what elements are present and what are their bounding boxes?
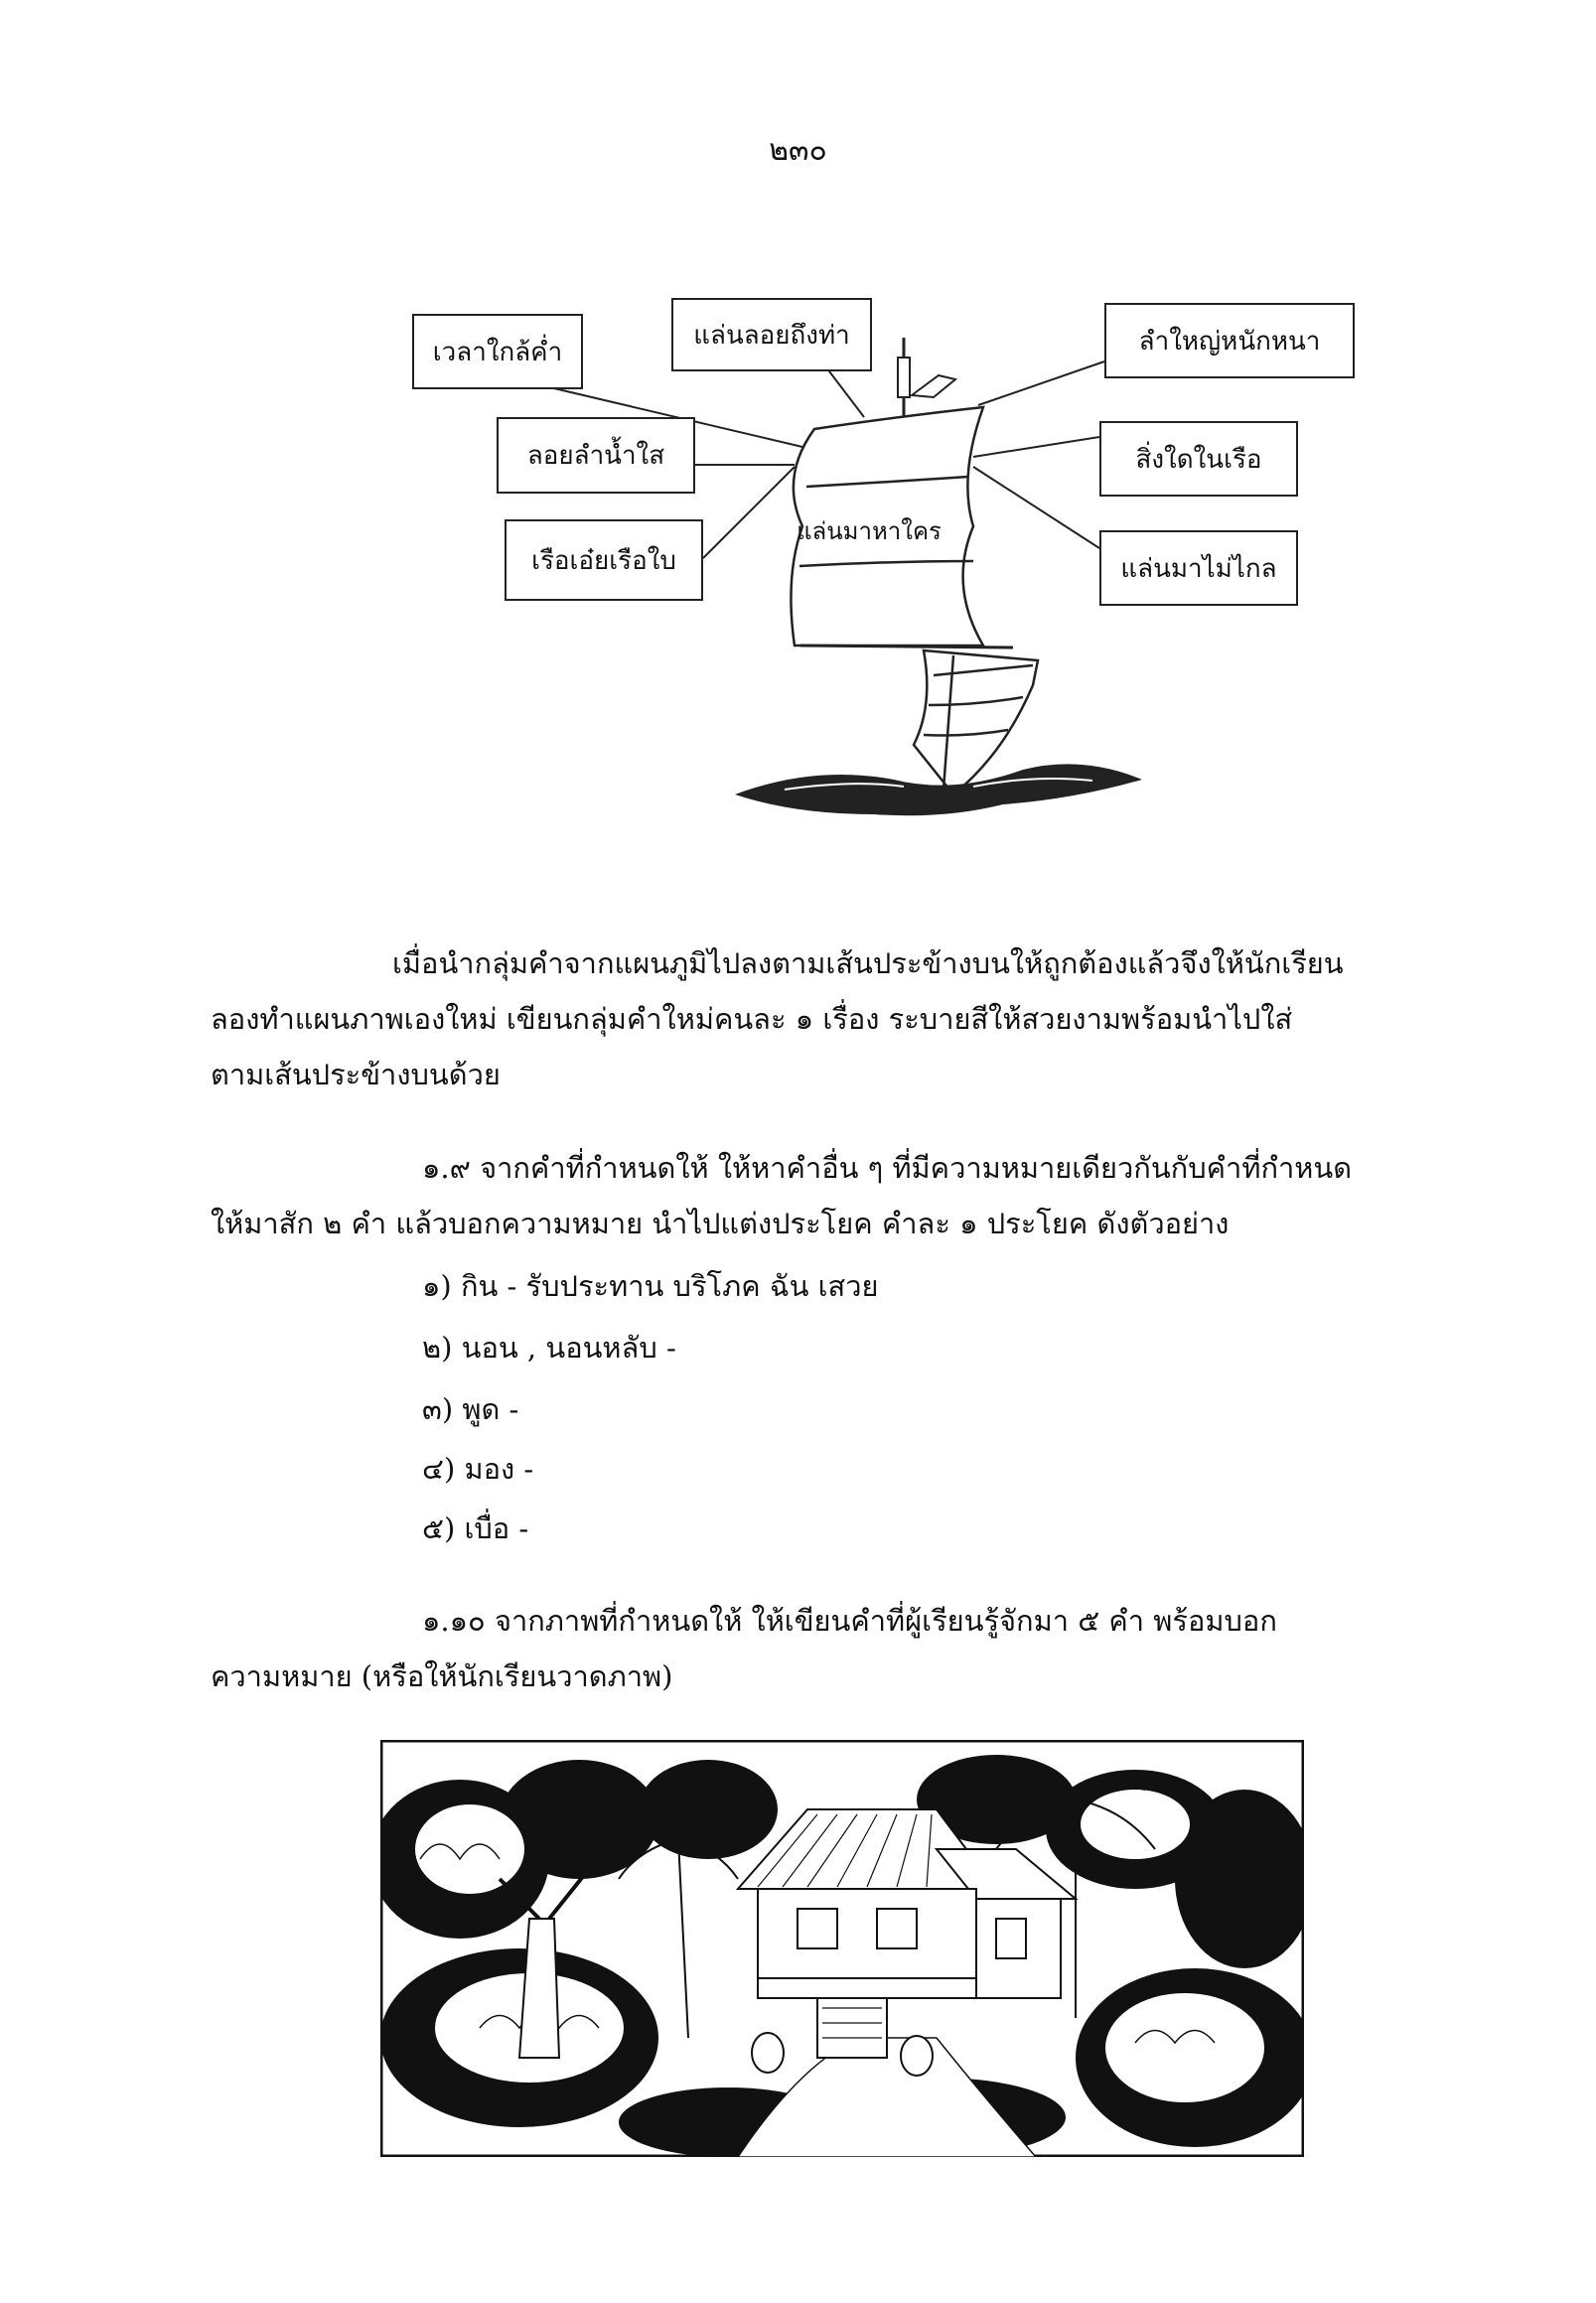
instruction-line-1: เมื่อนำกลุ่มคำจากแผนภูมิไปลงตามเส้นประข้างบนให้ถูกต้องแล้วจึงให้นักเรียน xyxy=(392,946,1344,980)
instruction-line-3: ตามเส้นประข้างบนด้วย xyxy=(211,1058,501,1091)
mast xyxy=(898,338,955,417)
instruction-line-2: ลองทำแผนภาพเองใหม่ เขียนกลุ่มคำใหม่คนละ ๑ เรื่อง ระบายสีให้สวยงามพร้อมนำไปใส่ xyxy=(211,1002,1293,1036)
exercise-item: ๑) กิน - รับประทาน บริโภค ฉัน เสวย xyxy=(422,1269,879,1303)
exercise-1-9-line-2: ให้มาสัก ๒ คำ แล้วบอกความหมาย นำไปแต่งประโยค คำละ ๑ ประโยค ดังตัวอย่าง xyxy=(211,1207,1230,1240)
exercise-item: ๓) พูด - xyxy=(422,1392,519,1426)
exercise-item: ๔) มอง - xyxy=(422,1452,534,1486)
page-number: ๒๓๐ xyxy=(769,133,827,168)
word-box: แล่นลอยถึงท่า xyxy=(671,298,872,371)
word-box: แล่นมาไม่ไกล xyxy=(1099,530,1298,606)
exercise-item: ๒) นอน , นอนหลับ - xyxy=(422,1331,676,1365)
sail-center-label: แล่นมาหาใคร xyxy=(797,517,942,545)
word-box: เรือเอ๋ยเรือใบ xyxy=(505,519,703,601)
exercise-1-9-line-1: ๑.๙ จากคำที่กำหนดให้ ให้หาคำอื่น ๆ ที่มีความหมายเดียวกันกับคำที่กำหนด xyxy=(422,1151,1353,1185)
word-box: สิ่งใดในเรือ xyxy=(1099,421,1298,497)
exercise-1-10-line-2: ความหมาย (หรือให้นักเรียนวาดภาพ) xyxy=(211,1659,673,1693)
house-garden-illustration xyxy=(380,1740,1304,2157)
word-box: ลอยลำน้ำใส xyxy=(497,417,695,494)
exercise-1-10-line-1: ๑.๑๐ จากภาพที่กำหนดให้ ให้เขียนคำที่ผู้เรียนรู้จักมา ๕ คำ พร้อมบอก xyxy=(422,1604,1277,1638)
exercise-item: ๕) เบื่อ - xyxy=(422,1511,529,1545)
word-box: ลำใหญ่หนักหนา xyxy=(1104,303,1355,378)
word-box: เวลาใกล้ค่ำ xyxy=(412,314,583,389)
